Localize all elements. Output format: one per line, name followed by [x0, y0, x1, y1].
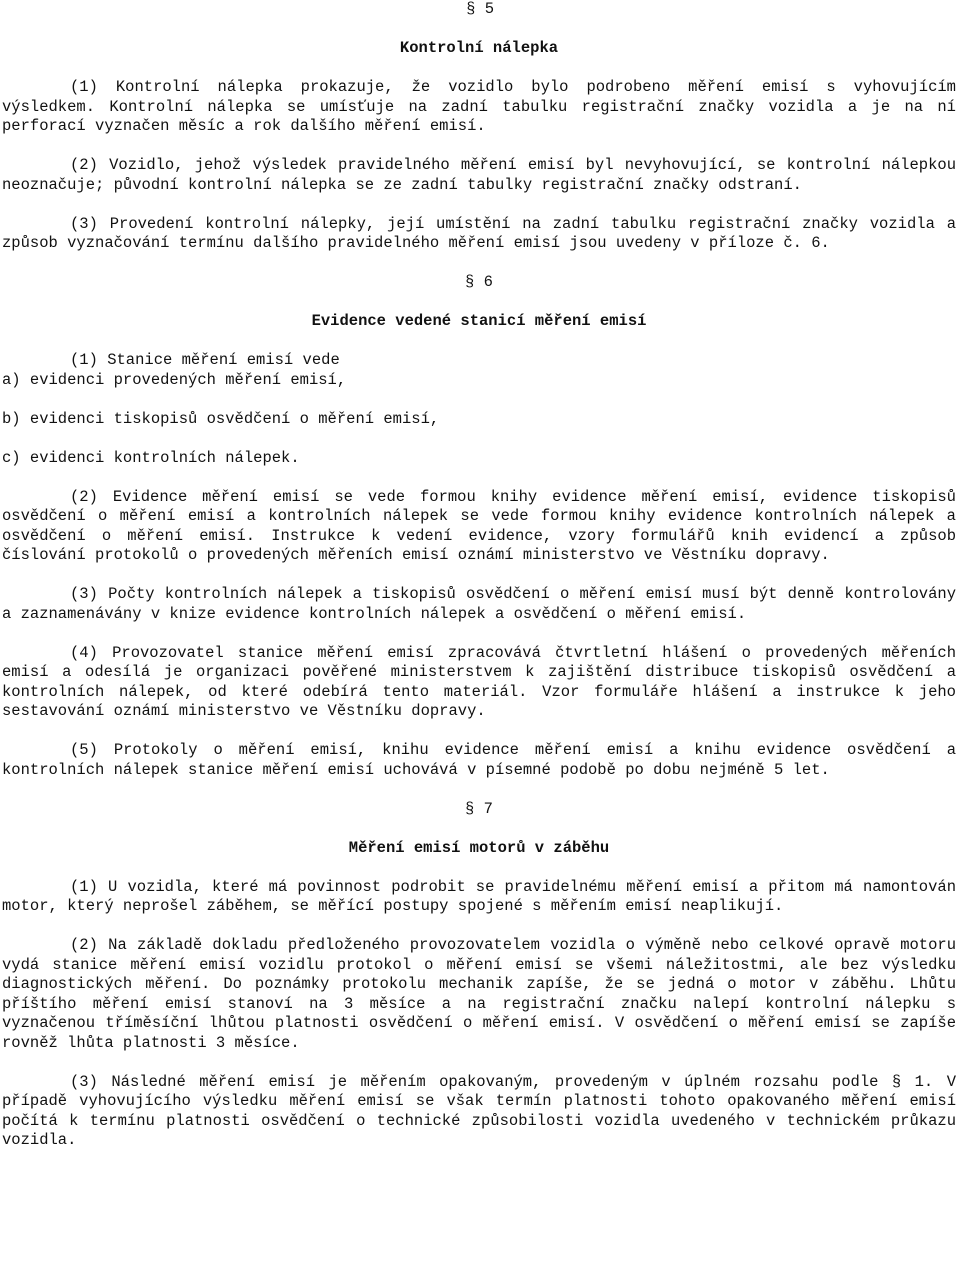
section-number: § 7 [465, 799, 493, 818]
document-page [2, 0, 956, 1170]
paragraph: (2) Evidence měření emisí se vede formou knihy evidence měření emisí, evidence tiskopisů osvědčení o měření emisí a kontrolních nálepek se vede formou knihy evidence kontrolních nálepek a osvědčení o měření emisí. Instrukce k vedení evidence, vzory formulářů knih evidencí a způsob číslování protokolů o provedených měřeních emisí oznámí ministerstvo ve Věstníku dopravy. [2, 487, 956, 564]
paragraph: (3) Provedení kontrolní nálepky, její umístění na zadní tabulku registrační značky vozidla a způsob vyznačování termínu dalšího pravidelného měření emisí jsou uvedeny v příloze č. 6. [2, 214, 956, 252]
paragraph: (1) Kontrolní nálepka prokazuje, že vozidlo bylo podrobeno měření emisí s vyhovujícím výsledkem. Kontrolní nálepka se umísťuje na zadní tabulku registrační značky vozidla a je na ní perforací vyznačen měsíc a rok dalšího měření emisí. [2, 78, 956, 135]
paragraph: (3) Následné měření emisí je měřením opakovaným, provedeným v úplném rozsahu podle § 1. V případě vyhovujícího výsledku měření emisí se však termín platnosti tohoto opakovaného měření emisí počítá k termínu platnosti osvědčení o technické způsobilosti vozidla uvedeného v technickém průkazu vozidla. [2, 1072, 956, 1149]
section-number: § 5 [466, 0, 494, 18]
section-5 [2, 0, 956, 254]
list-item: b) evidenci tiskopisů osvědčení o měření emisí, [2, 409, 440, 428]
section-number: § 6 [465, 273, 493, 291]
paragraph-intro: (1) Stanice měření emisí vede [70, 351, 340, 369]
paragraph: (2) Vozidlo, jehož výsledek pravidelného měření emisí byl nevyhovující, se kontrolní nálepkou neoznačuje; původní kontrolní nálepka se ze zadní tabulky registrační značky odstraní. [2, 156, 956, 194]
paragraph: (5) Protokoly o měření emisí, knihu evidence měření emisí a knihu evidence osvědčení a kontrolních nálepek stanice měření emisí uchovává v písemné podobě po dobu nejméně 5 let. [2, 741, 956, 779]
section-title: Evidence vedené stanicí měření emisí [311, 312, 647, 330]
list-item: c) evidenci kontrolních nálepek. [2, 448, 300, 467]
paragraph: (1) U vozidla, které má povinnost podrobit se pravidelnému měření emisí a přitom má namontován motor, který neprošel záběhem, se měřící postupy spojené s měřením emisí neaplikují. [2, 877, 956, 915]
paragraph: (3) Počty kontrolních nálepek a tiskopisů osvědčení o měření emisí musí být denně kontrolovány a zaznamenávány v knize evidence kontrolních nálepek a osvědčení o měření emisí. [2, 585, 956, 623]
section-7 [2, 800, 956, 1151]
paragraph: (4) Provozovatel stanice měření emisí zpracovává čtvrtletní hlášení o provedených měřeních emisí a odesílá je organizaci pověřené ministerstvem k zajištění distribuce tiskopisů osvědčení a kontrolních nálepek, od které odebírá tento materiál. Vzor formuláře hlášení a instrukce k jeho sestavování oznámí ministerstvo ve Věstníku dopravy. [2, 643, 956, 720]
list-item: a) evidenci provedených měření emisí, [2, 370, 347, 389]
section-title: Kontrolní nálepka [399, 39, 559, 57]
section-title: Měření emisí motorů v záběhu [348, 838, 610, 857]
paragraph: (2) Na základě dokladu předloženého provozovatelem vozidla o výměně nebo celkové opravě motoru vydá stanice měření emisí vozidlu protokol o měření emisí se všemi náležitostmi, ale bez výsledku diagnostických měření. Do poznámky protokolu mechanik zapíše, že se jedná o motor v záběhu. Lhůtu příštího měření emisí stanoví na 3 měsíce a na registrační značku nalepí kontrolní nálepku s vyznačenou tříměsíční lhůtou platnosti osvědčení o měření emisí. V osvědčení o měření emisí se zapíše rovněž lhůta platnosti 3 měsíce. [2, 936, 956, 1052]
section-6 [2, 273, 956, 780]
